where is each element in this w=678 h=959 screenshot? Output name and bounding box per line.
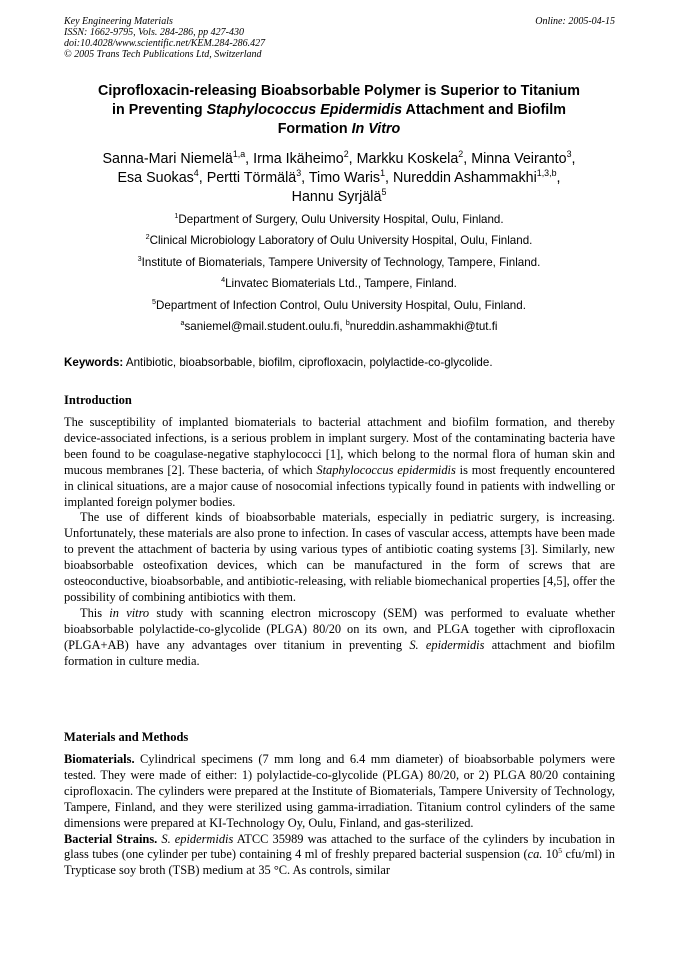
journal-name: Key Engineering Materials [64,16,173,27]
author: Pertti Törmälä [206,170,297,186]
title-in-vitro: In Vitro [351,121,401,137]
author-list [60,150,618,207]
journal-header [64,16,615,60]
author: Markku Koskela [356,151,459,167]
exponent: 5 [558,846,563,856]
email-a: saniemel@mail.student.oulu.fi, [184,320,346,333]
species-name: S. epidermidis [161,831,234,846]
title-text: Formation [277,121,352,137]
intro-paragraph-2: The use of different kinds of bioabsorbable materials, especially in pediatric surgery, is increasing. Unfortunately, these materials are also prone to infection. In cases of vascular access, attempts have been made to prevent the attachment of bacteria by using various types of antibiotic coating systems [3]. Similarly, new bioabsorbable osteofixation devices, which can be manufactured in the form of screws that are osteoconductive, bioabsorbable, and antibiotic-releasing, with reliable biomechanical properties [4,5], offer the possibility of combining antibiotics with them. [64,510,615,604]
affiliation-text: Department of Infection Control, Oulu University Hospital, Oulu, Finland. [156,299,526,312]
intro-paragraph-1 [64,415,615,510]
paragraph-text: cfu/ml) in Trypticase soy broth (TSB) medium at 35 °C. As controls, similar [64,847,616,878]
affiliation-sup: 2 [145,232,150,242]
affiliation-text: Clinical Microbiology Laboratory of Oulu University Hospital, Oulu, Finland. [149,234,533,247]
paragraph-text: This [80,605,110,620]
title-line-1: Ciprofloxacin-releasing Bioabsorbable Polymer is Superior to Titanium [98,83,580,99]
keywords-label: Keywords: [64,356,124,369]
keywords [64,356,615,370]
methods-heading: Materials and Methods [64,730,189,744]
author-sup: 4 [193,168,199,179]
paragraph-text: The susceptibility of implanted biomaterials to bacterial attachment and biofilm formation, and thereby device-associated infections, is a serious problem in implant surgery. Most of the contaminating bacteria have been found to be coagulase-negative staphylococci [1], which belong to the normal flora of human skin and mucous membranes [2]. These bacteria, of which [64,415,615,477]
affiliation-sup: 1 [174,211,179,221]
methods-body [64,752,615,879]
email-sup: b [345,318,350,328]
species-name: S. epidermidis [409,637,485,652]
author-sup: 2 [458,149,464,160]
author: Sanna-Mari Niemelä [102,151,233,167]
keywords-text: Antibiotic, bioabsorbable, biofilm, ciprofloxacin, polylactide-co-glycolide. [123,356,493,369]
ca-abbrev: ca. [527,847,543,862]
author-sup: 2 [343,149,349,160]
affiliation-sup: 3 [137,254,142,264]
bacterial-strains-paragraph [64,832,615,880]
author: Minna Veiranto [471,151,567,167]
title-text: Attachment and Biofilm [402,102,566,118]
author: Nureddin Ashammakhi [392,170,537,186]
affiliation-2 [60,234,618,248]
issn-line: ISSN: 1662-9795, Vols. 284-286, pp 427-430 [64,27,244,38]
author: Esa Suokas [117,170,194,186]
title-line-3 [60,120,618,139]
paper-title [60,82,618,139]
copyright-line: © 2005 Trans Tech Publications Ltd, Switzerland [64,49,262,60]
in-vitro-term: in vitro [109,605,150,620]
author-line: Sanna-Mari Niemelä$^{1,a}$, Irma Ikäheimo$^2$, Markku Koskela$^2$, Minna Veiranto$^3$, [102,149,576,167]
author-sup: 1 [380,168,385,179]
paragraph-text: study with scanning electron microscopy (SEM) was performed to evaluate whether bioabsorbable polylactide-co-glycolide (PLGA) 80/20 on its own, and PLGA together with ciprofloxacin (PLGA+AB) have any advantages over titanium in preventing [64,605,615,652]
introduction-body [64,415,615,670]
affiliation-5 [60,299,618,313]
affiliation-text: Department of Surgery, Oulu University Hospital, Oulu, Finland. [178,213,504,226]
title-text: in Preventing [112,102,207,118]
species-name: Staphylococcus epidermidis [316,462,456,477]
affiliation-3 [60,256,618,270]
author-sup: 1,3,b [536,168,557,179]
paragraph-text: Cylindrical specimens (7 mm long and 6.4 mm diameter) of bioabsorbable polymers were tested. They were made of either: 1) polylactide-co-glycolide (PLGA) 80/20, or 2) PLGA 80/20 containing ciprofloxacin. The cylinders were prepared at the Institute of Biomaterials, Tampere University of Technology, Tampere, Finland, and they were sterilized using gamma-irradiation. Titanium control cylinders of the same dimensions were prepared at KI-Technology Oy, Oulu, Finland, and gas-sterilized. [64,752,615,830]
title-line-2 [60,101,618,120]
author-sup: 5 [381,187,387,198]
intro-paragraph-3 [64,606,615,670]
email-b: nureddin.ashammakhi@tut.fi [349,320,498,333]
paragraph-text: is most frequently encountered in clinical situations, are a major cause of nosocomial infections typically found in patients with indwelling or implanted foreign polymer bodies. [64,462,615,509]
affiliation-1 [60,213,618,227]
author-sup: 3 [566,149,572,160]
author-line: Esa Suokas$^4$, Pertti Törmälä$^3$, Timo Waris$^1$, Nureddin Ashammakhi$^{1,3,b}$, [117,168,561,186]
author: Timo Waris [308,170,381,186]
affiliation-sup: 5 [152,297,157,307]
author-line [60,188,618,207]
doi-line: doi:10.4028/www.scientific.net/KEM.284-286.427 [64,38,266,49]
paragraph-text: attachment and biofilm formation in culture media. [64,637,615,668]
author-emails [60,320,618,334]
email-sup: a [180,318,185,328]
affiliation-4 [60,277,618,291]
introduction-heading: Introduction [64,393,132,407]
bacterial-strains-label: Bacterial Strains. [64,831,158,846]
biomaterials-label: Biomaterials. [64,752,135,766]
author-sup: 3 [296,168,302,179]
online-date: Online: 2005-04-15 [535,16,615,27]
author-sup: 1,a [232,149,246,160]
affiliation-text: Linvatec Biomaterials Ltd., Tampere, Finland. [225,277,457,290]
paragraph-text: 10 [542,847,559,862]
author: Hannu Syrjälä [291,189,382,205]
title-species: Staphylococcus Epidermidis [206,102,403,118]
affiliation-sup: 4 [221,275,226,285]
biomaterials-paragraph [64,752,615,832]
affiliation-text: Institute of Biomaterials, Tampere University of Technology, Tampere, Finland. [141,256,541,269]
paragraph-text: ATCC 35989 was attached to the surface of the cylinders by incubation in glass tubes (one cylinder per tube) containing 4 ml of freshly prepared bacterial suspension ( [64,831,616,862]
author: Irma Ikäheimo [253,151,344,167]
